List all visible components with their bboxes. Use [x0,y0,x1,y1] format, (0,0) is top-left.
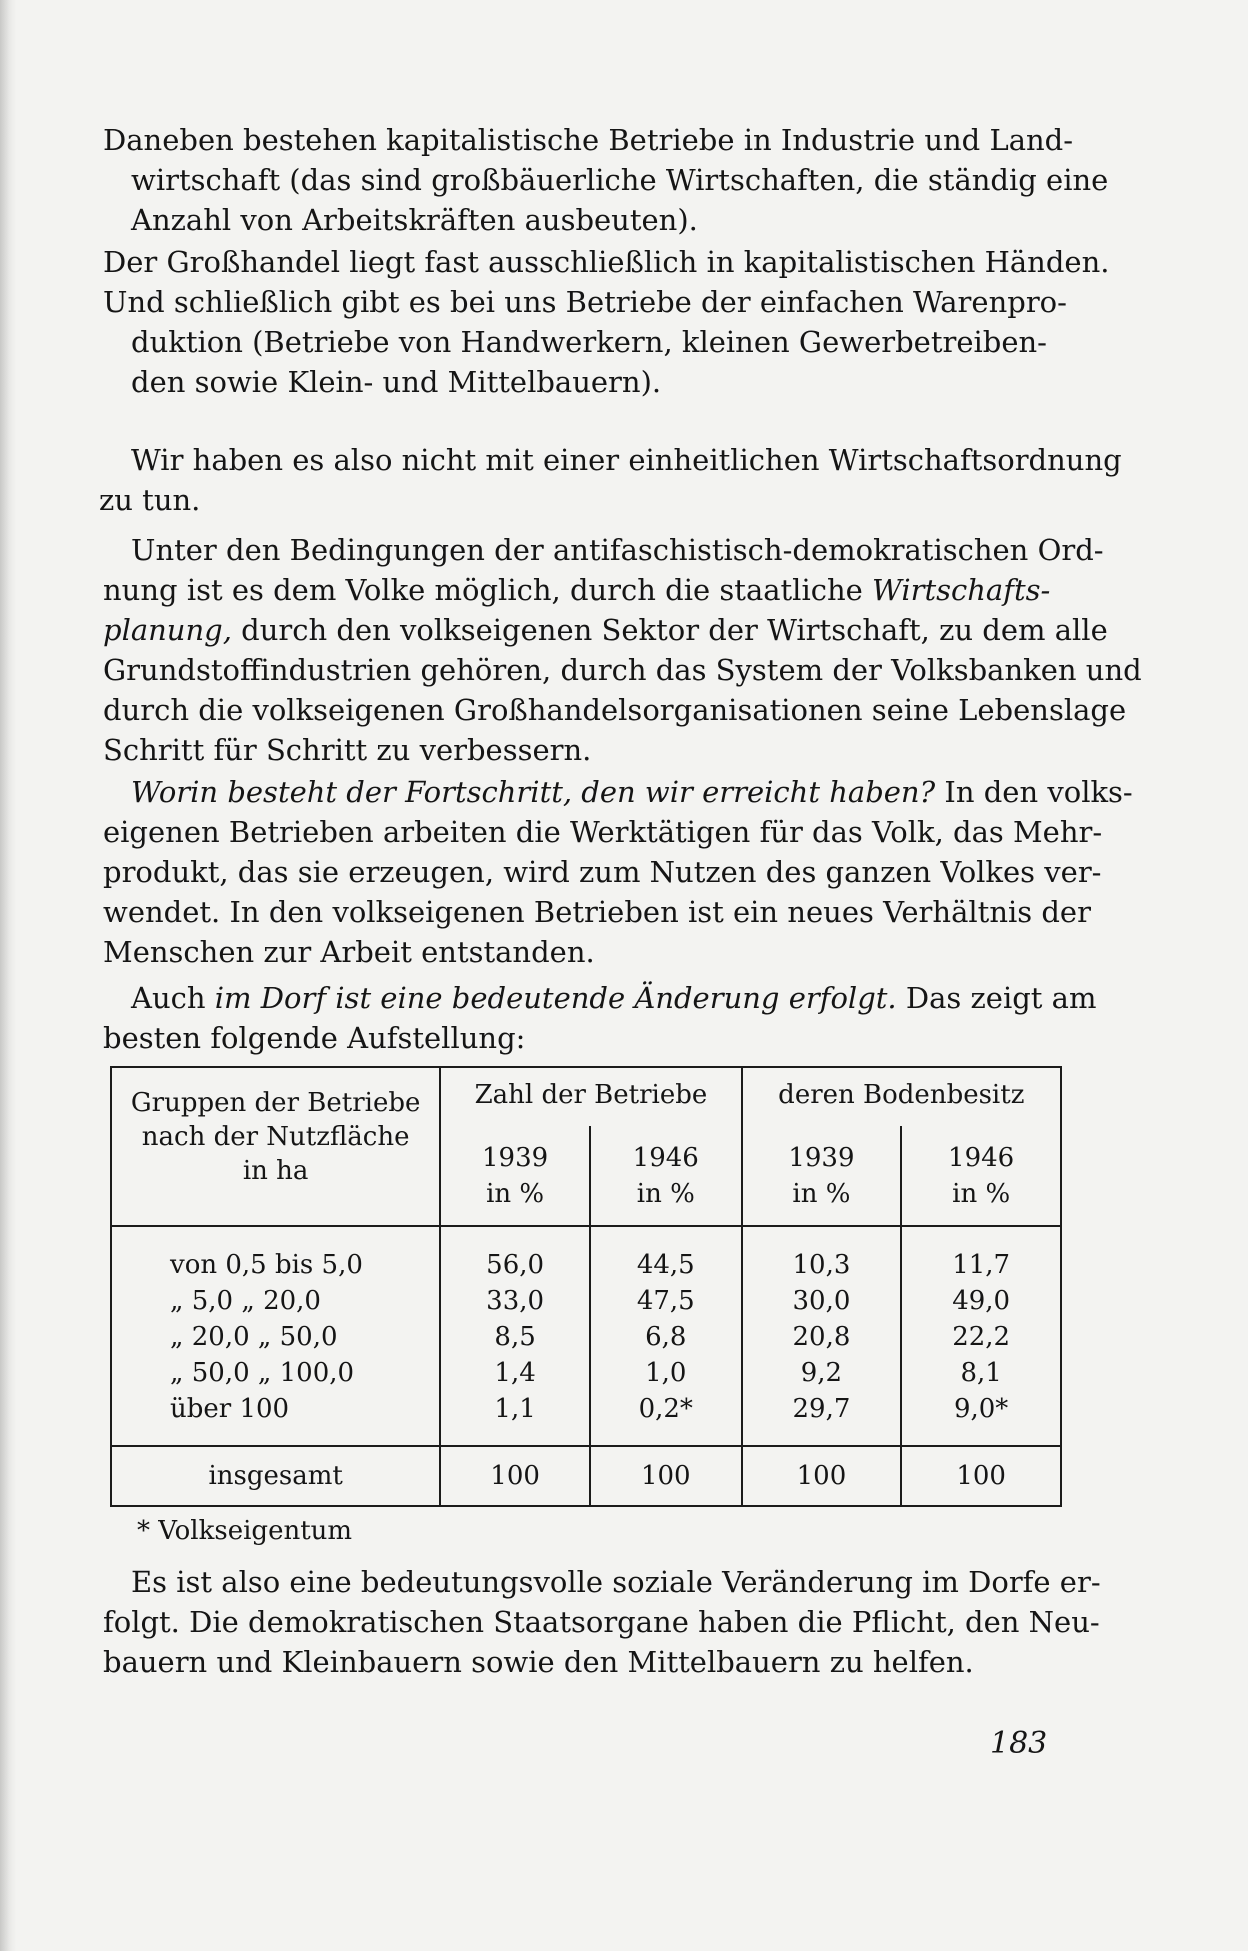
text-run: Auch [131,981,215,1015]
table-header-row [111,1067,1061,1126]
text-line: wendet. In den volkseigenen Betrieben ist ein neues Verhältnis der [103,895,1091,929]
row-label: über 100 [170,1394,290,1424]
text-line: produkt, das sie erzeugen, wird zum Nutzen des ganzen Volkes ver- [103,855,1102,889]
header-line: nach der Nutzfläche [141,1122,410,1152]
emphasis-text: im Dorf ist eine bedeutende Änderung erfolgt. [214,981,897,1015]
text-line: Grundstoffindustrien gehören, durch das System der Volksbanken und [103,653,1142,687]
table-cell: 20,8 [792,1322,851,1352]
text-line [103,610,1108,650]
table-cell: 8,5 [494,1322,536,1352]
paragraph-3 [103,282,1067,402]
table-cell: 10,3 [792,1250,851,1280]
row-label: von 0,5 bis 5,0 [170,1250,363,1280]
text-line: den sowie Klein- und Mittelbauern). [131,365,662,399]
year-header-cell [901,1126,1061,1226]
table-cell: 1,1 [494,1394,536,1424]
text-line: bauern und Kleinbauern sowie den Mittelbauern zu helfen. [103,1645,974,1679]
table-cell: 11,7 [952,1250,1011,1280]
text-line: folgt. Die demokratischen Staatsorgane haben die Pflicht, den Neu- [103,1605,1100,1639]
row-labels-cell [111,1226,440,1446]
table-cell: 44,5 [636,1250,695,1280]
unit-label: in % [636,1178,695,1209]
table-cell: 22,2 [952,1322,1011,1352]
text-line: Schritt für Schritt zu verbessern. [103,733,592,767]
text-run: Das zeigt am [896,981,1097,1015]
year-header-cell [742,1126,902,1226]
text-line: durch die volkseigenen Großhandelsorganisationen seine Lebenslage [103,693,1127,727]
table-cell: 6,8 [645,1322,687,1352]
farm-statistics-table [110,1066,1062,1498]
table-cell: 30,0 [792,1286,851,1316]
year-label: 1946 [948,1142,1015,1173]
emphasis-text: Worin besteht der Fortschritt, den wir erreicht haben? [131,775,936,809]
text-run: durch den volkseigenen Sektor der Wirtschaft, zu dem alle [231,613,1108,647]
year-label: 1939 [788,1142,855,1173]
text-line: besten folgende Aufstellung: [103,1021,526,1055]
table-cell: 100 [590,1446,742,1506]
text-line: Unter den Bedingungen der antifaschistisch-demokratischen Ord- [131,533,1104,567]
text-line: Der Großhandel liegt fast ausschließlich in kapitalistischen Händen. [103,245,1110,279]
table-cell: 47,5 [636,1286,695,1316]
text-run: In den volks- [935,775,1133,809]
text-run: nung ist es dem Volke möglich, durch die staatliche [103,573,873,607]
table-cell: 0,2* [638,1394,693,1424]
paragraph-4 [99,440,1122,520]
page-number: 183 [990,1726,1048,1761]
table-cell: 33,0 [486,1286,545,1316]
text-line: zu tun. [99,483,201,517]
data-table [110,1066,1062,1507]
text-line [103,978,1097,1018]
table-cell: 100 [440,1446,590,1506]
text-line: Und schließlich gibt es bei uns Betriebe der einfachen Warenpro- [103,285,1067,319]
text-line: duktion (Betriebe von Handwerkern, kleinen Gewerbetreiben- [131,325,1047,359]
emphasis-text: planung, [103,613,232,647]
table-total-row [111,1446,1061,1506]
table-footnote: * Volkseigentum [137,1516,353,1546]
column-group-header: Zahl der Betriebe [440,1067,741,1126]
year-header-cell [590,1126,742,1226]
text-line: eigenen Betrieben arbeiten die Werktätigen für das Volk, das Mehr- [103,815,1103,849]
table-cell: 1,0 [645,1358,687,1388]
values-column [742,1226,902,1446]
unit-label: in % [952,1178,1011,1209]
paragraph-1 [103,120,1109,240]
text-line: Daneben bestehen kapitalistische Betriebe in Industrie und Land- [103,123,1074,157]
text-line: Anzahl von Arbeitskräften ausbeuten). [131,203,698,237]
text-line: Wir haben es also nicht mit einer einheitlichen Wirtschaftsordnung [131,443,1122,477]
year-label: 1939 [482,1142,549,1173]
row-label: „ 50,0 „ 100,0 [170,1358,355,1388]
table-cell: 9,2 [800,1358,843,1388]
table-cell: 1,4 [494,1358,536,1388]
table-cell: 8,1 [960,1358,1002,1388]
text-line [103,570,1063,610]
values-column [440,1226,590,1446]
paragraph-6 [103,772,1133,972]
table-cell: 9,0* [953,1394,1009,1424]
row-label: „ 20,0 „ 50,0 [170,1322,338,1352]
table-cell: 100 [901,1446,1061,1506]
table-cell: 29,7 [792,1394,851,1424]
paragraph-7 [103,978,1097,1058]
table-cell: 56,0 [486,1250,545,1280]
text-line [103,772,1133,812]
total-label: insgesamt [111,1446,440,1506]
text-line: wirtschaft (das sind großbäuerliche Wirtschaften, die ständig eine [131,163,1109,197]
unit-label: in % [486,1178,545,1209]
paragraph-2 [103,242,1110,282]
year-label: 1946 [632,1142,699,1173]
header-line: in ha [242,1156,309,1186]
text-line: Es ist also eine bedeutungsvolle soziale Veränderung im Dorfe er- [131,1565,1101,1599]
emphasis-text: Wirtschafts- [872,573,1051,607]
table-cell: 49,0 [952,1286,1011,1316]
text-line: Menschen zur Arbeit entstanden. [103,935,595,969]
year-header-cell [440,1126,590,1226]
values-column [901,1226,1061,1446]
unit-label: in % [792,1178,851,1209]
page-edge-shadow [0,0,16,1951]
table-cell: 100 [742,1446,902,1506]
group-header-cell [111,1067,440,1226]
values-column [590,1226,742,1446]
row-label: „ 5,0 „ 20,0 [170,1286,321,1316]
paragraph-5 [103,530,1142,770]
table-body-row [111,1226,1061,1446]
column-group-header: deren Bodenbesitz [778,1080,1025,1110]
header-line: Gruppen der Betriebe [130,1088,421,1118]
paragraph-8 [103,1562,1101,1682]
